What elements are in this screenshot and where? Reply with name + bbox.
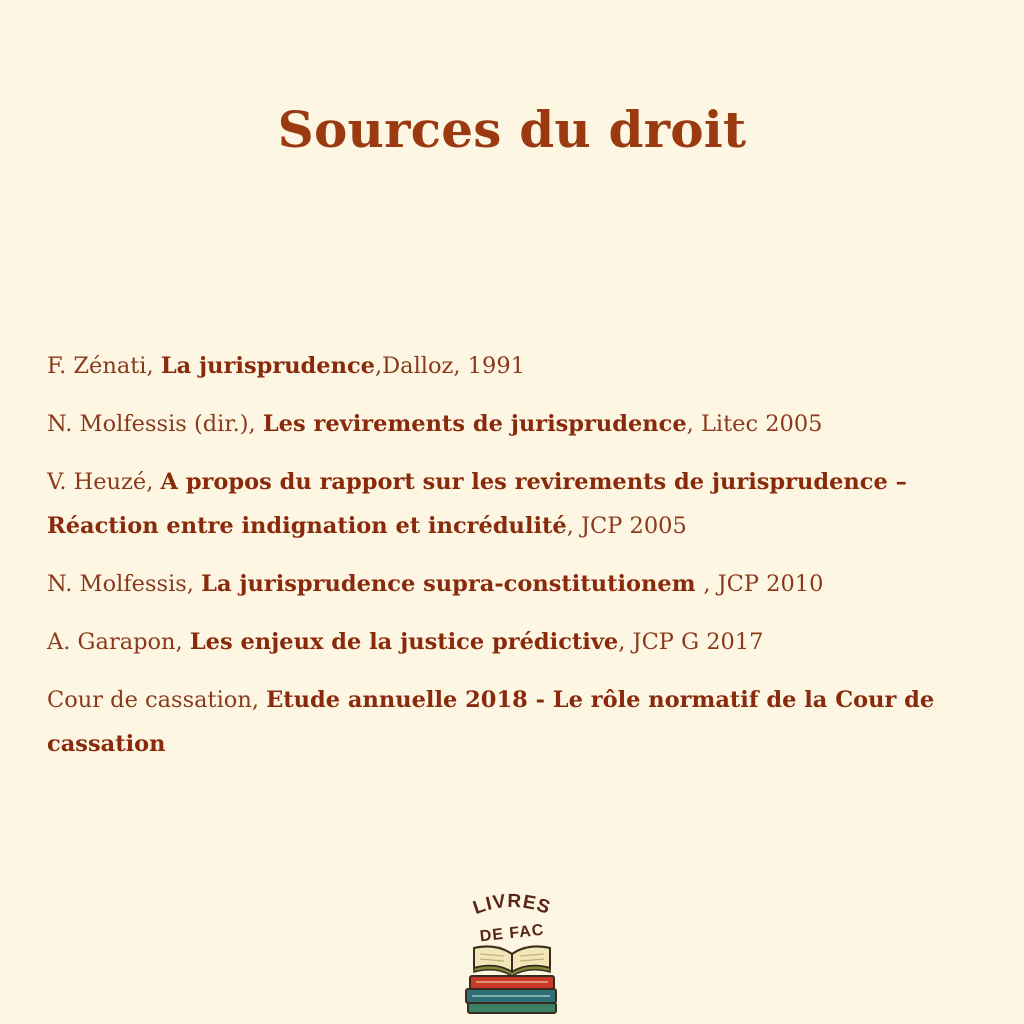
- book-stack-icon: [466, 976, 556, 1013]
- page-title: Sources du droit: [277, 100, 747, 159]
- reference-author: F. Zénati,: [47, 353, 161, 379]
- livres-de-fac-logo: [454, 888, 570, 1016]
- reference-author: N. Molfessis,: [47, 571, 202, 597]
- reference-item: [47, 620, 987, 664]
- reference-source: , Litec 2005: [686, 411, 823, 437]
- reference-item: [47, 562, 987, 606]
- logo-text-line1: LIVRES: [470, 890, 554, 919]
- reference-item: [47, 344, 987, 388]
- reference-title: La jurisprudence: [160, 353, 375, 379]
- reference-source: ,Dalloz, 1991: [374, 353, 525, 379]
- reference-title: La jurisprudence supra-constitutionem: [201, 571, 704, 597]
- reference-source: , JCP G 2017: [618, 629, 764, 655]
- reference-author: A. Garapon,: [47, 629, 190, 655]
- reference-source: , JCP 2005: [566, 513, 687, 539]
- reference-title: Les enjeux de la justice prédictive: [189, 629, 619, 655]
- reference-item: [47, 678, 987, 766]
- reference-title: A propos du rapport sur les revirements de jurisprudence – Réaction entre indignation et incrédulité: [47, 469, 907, 539]
- reference-author: N. Molfessis (dir.),: [47, 411, 263, 437]
- reference-author: V. Heuzé,: [47, 469, 161, 495]
- reference-list: [47, 344, 987, 780]
- logo-text-line2: DE FAC: [479, 921, 546, 946]
- reference-author: Cour de cassation,: [47, 687, 267, 713]
- reference-item: [47, 402, 987, 446]
- reference-item: [47, 460, 987, 548]
- open-book-icon: [474, 946, 550, 976]
- reference-title: Les revirements de jurisprudence: [262, 411, 687, 437]
- reference-title: Etude annuelle 2018 - Le rôle normatif de la Cour de cassation: [47, 687, 935, 757]
- reference-source: , JCP 2010: [703, 571, 824, 597]
